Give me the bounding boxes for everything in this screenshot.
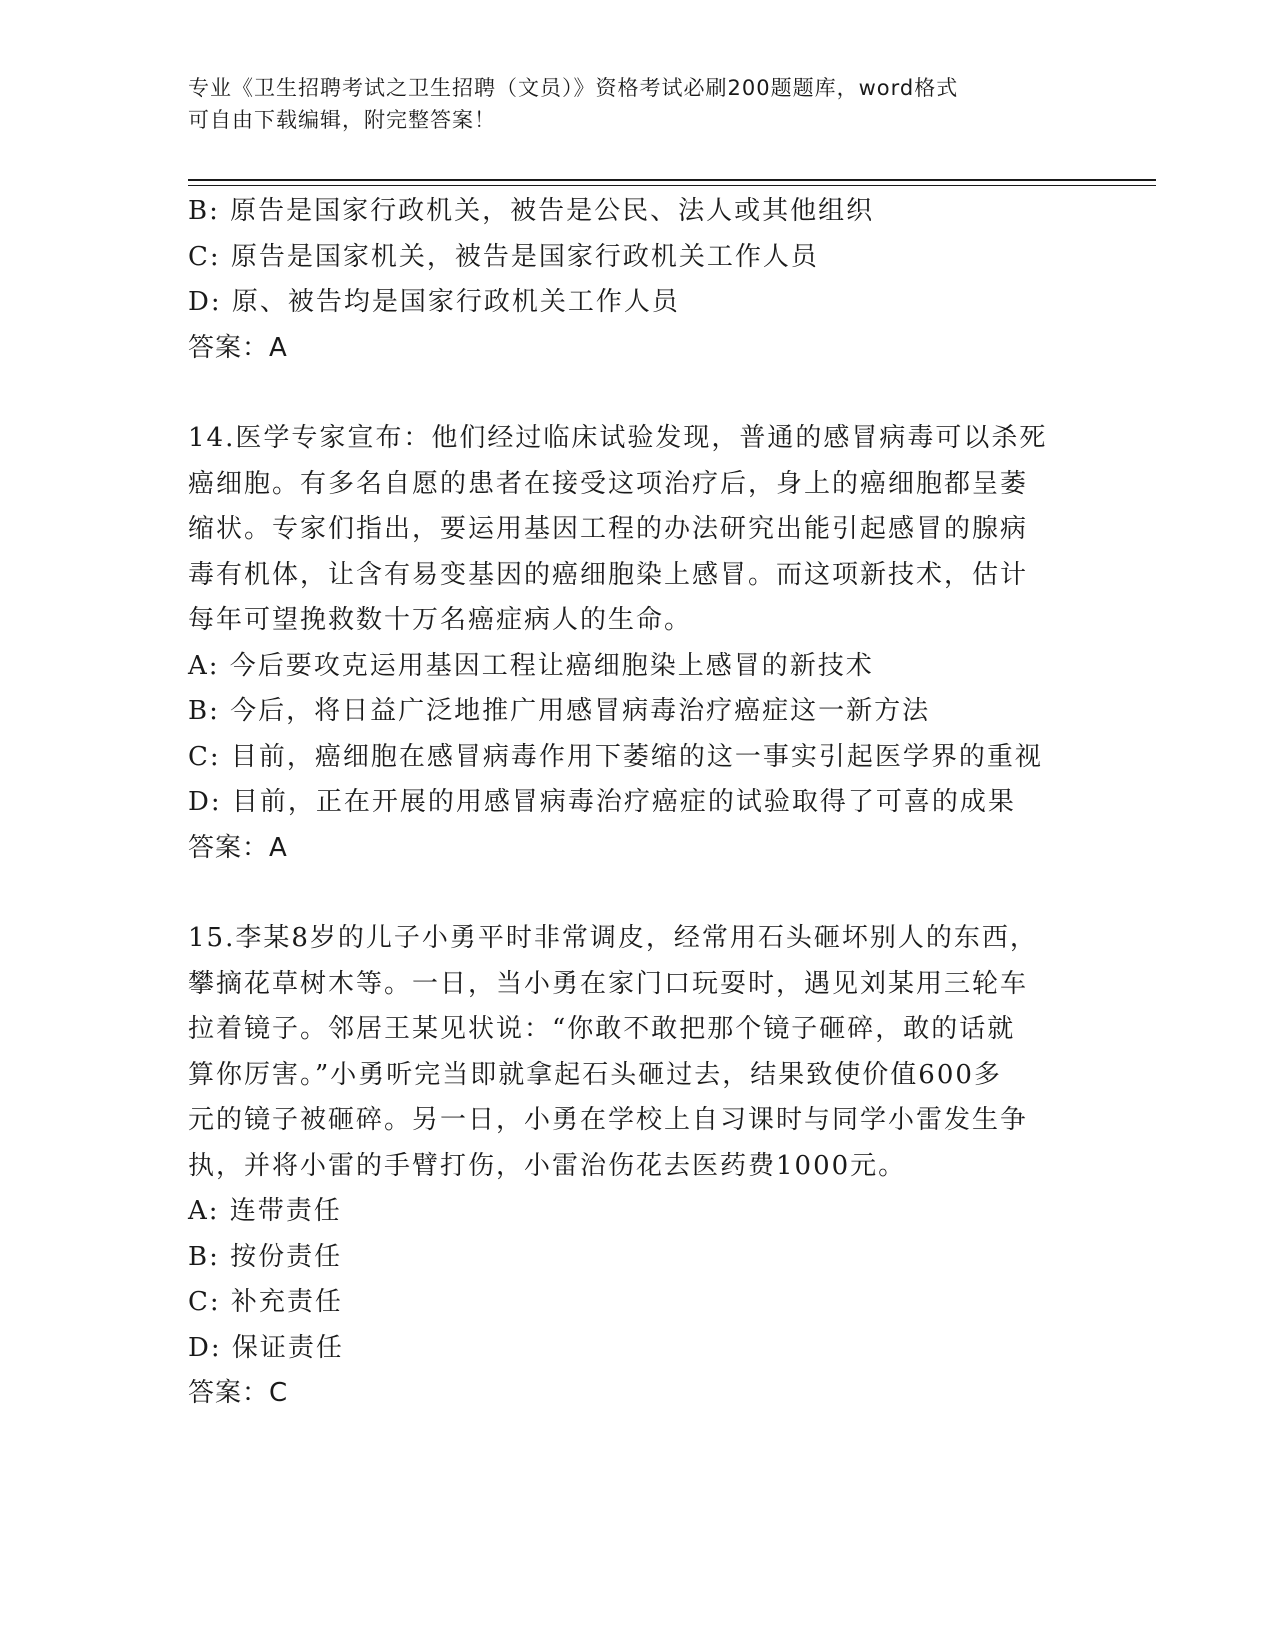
q15-stem-line: 拉着镜子。邻居王某见状说：“你敢不敢把那个镜子砸碎，敢的话就 — [188, 1014, 1016, 1044]
q14-option-b: B: 今后，将日益广泛地推广用感冒病毒治疗癌症这一新方法 — [188, 696, 931, 726]
q14-option-a: A: 今后要攻克运用基因工程让癌细胞染上感冒的新技术 — [188, 650, 874, 681]
q14-stem-line: 每年可望挽救数十万名癌症病人的生命。 — [188, 605, 693, 635]
q15-stem-line: 15.李某8岁的儿子小勇平时非常调皮，经常用石头砸坏别人的东西， — [188, 923, 1038, 953]
q15-answer: 答案：C — [188, 1378, 289, 1408]
q15-option-d: D: 保证责任 — [188, 1332, 344, 1363]
q14-option-c: C: 目前，癌细胞在感冒病毒作用下萎缩的这一事实引起医学界的重视 — [188, 741, 1043, 772]
q14-stem-line: 缩状。专家们指出，要运用基因工程的办法研究出能引起感冒的腺病 — [188, 514, 1029, 544]
q14-stem-line: 14.医学专家宣布：他们经过临床试验发现，普通的感冒病毒可以杀死 — [188, 423, 1048, 453]
q13-answer: 答案：A — [188, 332, 288, 363]
q15-option-a: A: 连带责任 — [188, 1196, 342, 1226]
q14-stem-line: 癌细胞。有多名自愿的患者在接受这项治疗后，身上的癌细胞都呈萎 — [188, 468, 1029, 499]
q15-stem-line: 执，并将小雷的手臂打伤，小雷治伤花去医药费1000元。 — [188, 1150, 907, 1181]
q13-option-b: B: 原告是国家行政机关，被告是公民、法人或其他组织 — [188, 196, 875, 226]
document-body — [188, 189, 1088, 1417]
header-line-2: 可自由下载编辑，附完整答案！ — [188, 108, 496, 132]
header-divider-thick — [188, 179, 1156, 181]
document-header — [188, 72, 1088, 136]
spacer — [188, 871, 1088, 916]
q14-option-d: D: 目前，正在开展的用感冒病毒治疗癌症的试验取得了可喜的成果 — [188, 787, 1016, 817]
q13-option-c: C: 原告是国家机关，被告是国家行政机关工作人员 — [188, 241, 819, 272]
q14-stem-line: 毒有机体，让含有易变基因的癌细胞染上感冒。而这项新技术，估计 — [188, 559, 1029, 590]
header-line-1: 专业《卫生招聘考试之卫生招聘（文员）》资格考试必刷200题题库，word格式 — [188, 76, 959, 100]
q15-stem-line: 元的镜子被砸碎。另一日，小勇在学校上自习课时与同学小雷发生争 — [188, 1105, 1029, 1135]
spacer — [188, 371, 1088, 416]
q15-stem-line: 算你厉害。”小勇听完当即就拿起石头砸过去，结果致使价值600多 — [188, 1059, 1002, 1090]
q15-option-c: C: 补充责任 — [188, 1287, 343, 1317]
q15-option-b: B: 按份责任 — [188, 1241, 343, 1272]
question-14 — [188, 416, 1088, 871]
header-divider-thin — [188, 185, 1156, 186]
q13-option-d: D: 原、被告均是国家行政机关工作人员 — [188, 287, 680, 317]
question-13 — [188, 189, 1088, 371]
question-15 — [188, 916, 1088, 1417]
q14-answer: 答案：A — [188, 832, 288, 863]
q15-stem-line: 攀摘花草树木等。一日，当小勇在家门口玩耍时，遇见刘某用三轮车 — [188, 968, 1029, 999]
